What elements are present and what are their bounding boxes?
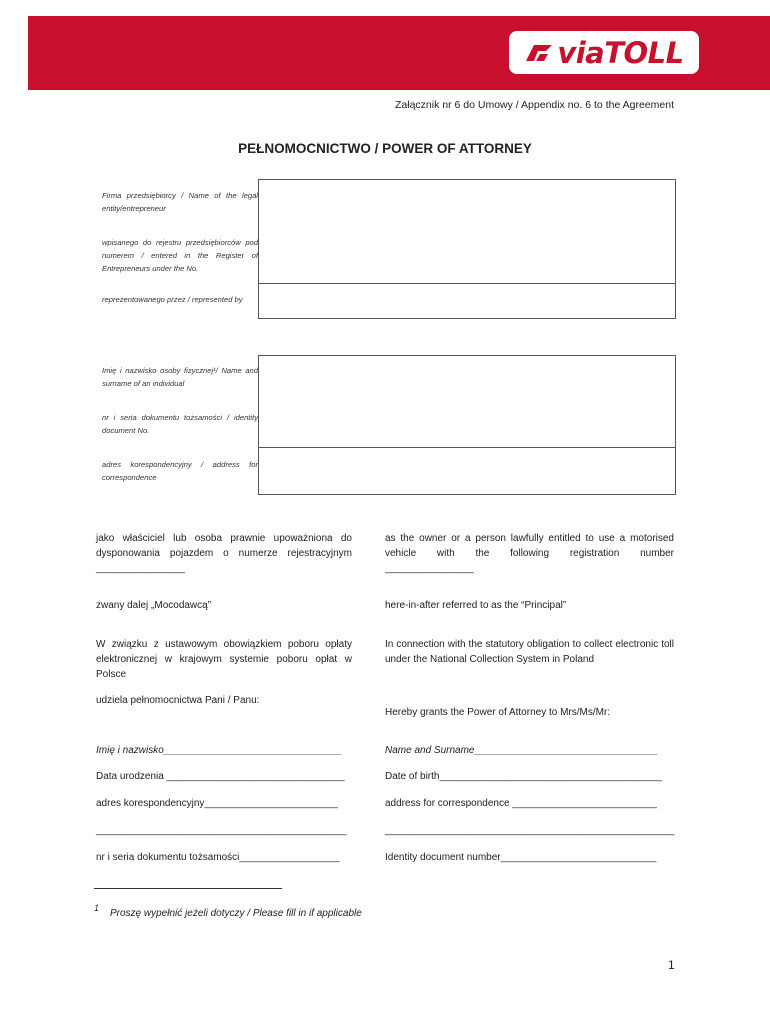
person-name-label: Imię i nazwisko osoby fizycznej¹/ Name and surname of an individual (102, 366, 258, 388)
document-number-field-en[interactable]: Identity document number____________________________ (385, 852, 657, 863)
principal-text-en: here-in-after referred to as the “Principal” (385, 600, 567, 611)
document-number-field-pl[interactable]: nr i seria dokumentu tożsamości__________________ (96, 852, 340, 863)
address-line2-pl[interactable]: _____________________________________________ (96, 825, 347, 836)
address-field-en[interactable]: address for correspondence __________________________ (385, 798, 657, 809)
entity-represented-label: reprezentowanego przez / represented by (102, 295, 243, 304)
grant-text-pl: udziela pełnomocnictwa Pani / Panu: (96, 695, 260, 706)
logo-text-toll: TOLL (604, 35, 684, 70)
page-number: 1 (668, 958, 675, 972)
footnote-separator (94, 888, 282, 889)
person-document-label: nr i seria dokumentu tożsamości / identity document No. (102, 413, 258, 435)
birth-date-field-pl[interactable]: Data urodzenia ________________________________ (96, 771, 345, 782)
entity-register-field[interactable] (258, 225, 676, 284)
appendix-caption: Załącznik nr 6 do Umowy / Appendix no. 6 to the Agreement (395, 99, 674, 111)
attorney-name-field-en[interactable]: Name and Surname_________________________________ (385, 745, 659, 756)
person-address-label: adres korespondencyjny / address for correspondence (102, 460, 258, 482)
attorney-name-field-pl[interactable]: Imię i nazwisko________________________________ (96, 745, 342, 756)
person-name-field[interactable] (258, 355, 676, 403)
principal-text-pl: zwany dalej „Mocodawcą” (96, 600, 212, 611)
footnote-text: Proszę wypełnić jeżeli dotyczy / Please fill in if applicable (110, 908, 362, 919)
owner-text-pl: jako właściciel lub osoba prawnie upoważniona do dysponowania pojazdem o numerze rejestracyjnym ________________ (96, 533, 352, 574)
birth-date-field-en[interactable]: Date of birth________________________________________ (385, 771, 662, 782)
entity-represented-field[interactable] (258, 284, 676, 319)
entity-name-field[interactable] (258, 179, 676, 227)
entity-register-label: wpisanego do rejestru przedsiębiorców pod numerem / entered in the Register of Entrepreneurs under the No. (102, 238, 258, 273)
logo-text-via: via (557, 35, 605, 70)
logo-arrow-icon (524, 43, 554, 63)
toll-text-en: In connection with the statutory obligation to collect electronic toll under the National Collection System in Poland (385, 639, 674, 665)
person-address-field[interactable] (258, 448, 676, 495)
document-title: PEŁNOMOCNICTWO / POWER OF ATTORNEY (238, 141, 532, 156)
address-line2-en[interactable]: ____________________________________________________ (385, 825, 675, 836)
person-document-field[interactable] (258, 401, 676, 448)
viatoll-logo (509, 31, 699, 74)
grant-text-en: Hereby grants the Power of Attorney to Mrs/Ms/Mr: (385, 707, 611, 718)
owner-text-en: as the owner or a person lawfully entitled to use a motorised vehicle with the following registration number ________________ (385, 533, 674, 574)
toll-text-pl: W związku z ustawowym obowiązkiem poboru opłaty elektronicznej w krajowym systemie poboru opłat w Polsce (96, 639, 352, 680)
entity-name-label: Firma przedsiębiorcy / Name of the legal entity/entrepreneur (102, 191, 258, 213)
footnote-mark: 1 (94, 903, 100, 913)
address-field-pl[interactable]: adres korespondencyjny________________________ (96, 798, 338, 809)
